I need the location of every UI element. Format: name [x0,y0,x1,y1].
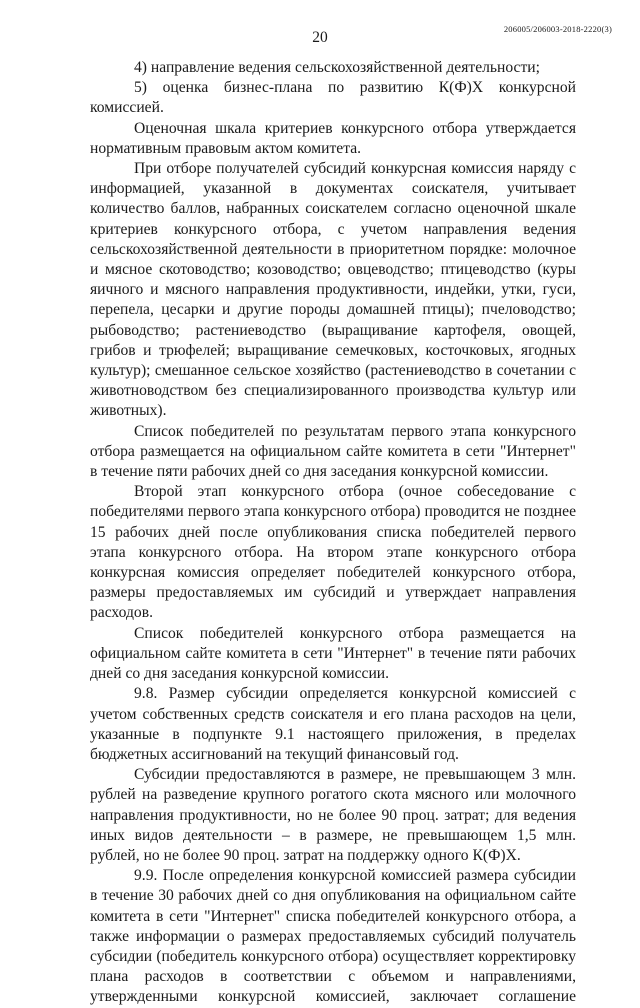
paragraph-winners-list: Список победителей конкурсного отбора размещается на официальном сайте комитета в сети "Интернет" в течение пяти рабочих дней со дня заседания конкурсной комиссии. [90,624,576,683]
paragraph-rating-scale: Оценочная шкала критериев конкурсного отбора утверждается нормативным правовым актом комитета. [90,119,576,157]
paragraph-first-stage-list: Список победителей по результатам первого этапа конкурсного отбора размещается на официальном сайте комитета в сети "Интернет" в течение пяти рабочих дней со дня заседания конкурсной комиссии. [90,422,576,481]
page-number: 20 [312,29,328,46]
paragraph-second-stage: Второй этап конкурсного отбора (очное собеседование с победителями первого этапа конкурсного отбора) проводится не позднее 15 рабочих дней после опубликования списка победителей первого этапа конкурсного отбора. На втором этапе конкурсного отбора конкурсная комиссия определяет победителей конкурсного отбора, размеры предоставляемых им субсидий и утверждает направления расходов. [90,483,576,622]
paragraph-item-5: 5) оценка бизнес-плана по развитию К(Ф)Х конкурсной комиссией. [90,79,576,117]
paragraph-selection-priority: При отборе получателей субсидий конкурсная комиссия наряду с информацией, указанной в документах соискателя, учитывает количество баллов, набранных соискателем согласно оценочной шкале критериев конкурсного отбора, с учетом направления ведения сельскохозяйственной деятельности в приоритетном порядке: молочное и мясное скотоводство; козоводство; овцеводство; птицеводство (куры яичного и мясного направления продуктивности, индейки, утки, гуси, перепела, цесарки и другие породы домашней птицы); пчеловодство; рыбоводство; растениеводство (выращивание картофеля, овощей, грибов и трюфелей; выращивание семечковых, косточковых, ягодных культур); смешанное сельское хозяйство (растениеводство в сочетании с животноводством без специализированного производства культур или животных). [90,160,576,420]
paragraph-9-8: 9.8. Размер субсидии определяется конкурсной комиссией с учетом собственных средств соискателя и его плана расходов на цели, указанные в подпункте 9.1 настоящего приложения, в пределах бюджетных ассигнований на текущий финансовый год. [90,685,576,763]
paragraph-item-4: 4) направление ведения сельскохозяйственной деятельности; [134,59,540,76]
document-id: 206005/206003-2018-2220(3) [503,24,612,34]
body-text [90,58,576,1008]
paragraph-subsidy-limits: Субсидии предоставляются в размере, не превышающем 3 млн. рублей на разведение крупного рогатого скота мясного или молочного направления продуктивности, но не более 90 проц. затрат; для ведения иных видов деятельности – в размере, не превышающем 1,5 млн. рублей, но не более 90 проц. затрат на поддержку одного К(Ф)Х. [90,766,576,864]
paragraph-9-9: 9.9. После определения конкурсной комиссией размера субсидии в течение 30 рабочих дней со дня опубликования на официальном сайте комитета в сети "Интернет" списка победителей конкурсного отбора, а также информации о размерах предоставляемых субсидий получатель субсидии (победитель конкурсного отбора) осуществляет корректировку плана расходов в соответствии с объемом и направлениями, утвержденными конкурсной комиссией, заключает соглашение [90,867,576,1006]
